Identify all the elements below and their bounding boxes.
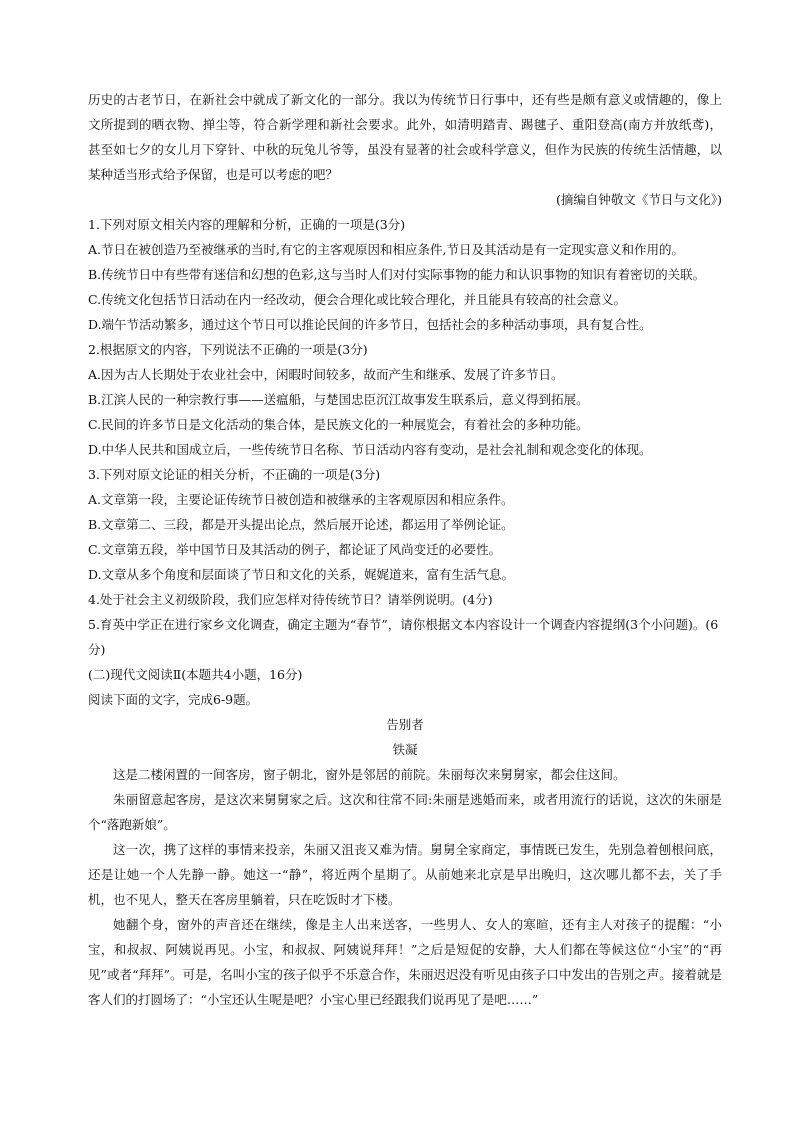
question-5: 5.育英中学正在进行家乡文化调查，确定主题为“春节”，请你根据文本内容设计一个调查内容提纲(3个小问题)。(6分) [88,617,719,657]
question-2-option-b: B.江滨人民的一种宗教行事——送瘟船，与楚国忠臣沉江故事发生联系后，意义得到拓展。 [88,392,589,407]
story-paragraph-3: 这一次，携了这样的事情来投亲，朱丽又沮丧又难为情。舅舅全家商定，事情既已发生，先别急着刨根问底，还是让她一个人先静一静。她这一“静”，将近两个星期了。从前她来北京是早出晚归，这次哪儿都不去，关了手机，也不见人，整天在客房里躺着，只在吃饭时才下楼。 [88,842,722,907]
question-2-option-c: C.民间的许多节日是文化活动的集合体，是民族文化的一种展览会，有着社会的多种功能。 [88,417,589,432]
question-1-option-c: C.传统文化包括节日活动在内一经改动，便会合理化或比较合理化，并且能具有较高的社会意义。 [88,292,627,307]
story-paragraph-2: 朱丽留意起客房，是这次来舅舅家之后。这次和往常不同:朱丽是逃婚而来，或者用流行的话说，这次的朱丽是个“落跑新娘”。 [88,792,722,832]
exam-page [88,87,722,1012]
question-1-option-a: A.节日在被创造乃至被继承的当时,有它的主客观原因和相应条件,节日及其活动是有一定现实意义和作用的。 [88,242,684,257]
question-3-option-c: C.文章第五段，举中国节日及其活动的例子，都论证了风尚变迁的必要性。 [88,542,502,557]
question-3-option-d: D.文章从多个角度和层面谈了节日和文化的关系，娓娓道来，富有生活气息。 [88,567,515,582]
story-author: 铁凝 [392,742,418,757]
question-2-option-d: D.中华人民共和国成立后，一些传统节日名称、节日活动内容有变动，是社会礼制和观念变化的体现。 [88,442,652,457]
story-title: 告别者 [386,717,424,732]
question-2: 2.根据原文的内容，下列说法不正确的一项是(3分) [88,342,368,357]
story-paragraph-4: 她翻个身，窗外的声音还在继续，像是主人出来送客，一些男人、女人的寒暄，还有主人对孩子的提醒：“小宝，和叔叔、阿姨说再见。小宝，和叔叔、阿姨说拜拜！”之后是短促的安静，大人们都在等候这位“小宝”的“再见”或者“拜拜”。可是，名叫小宝的孩子似乎不乐意合作，朱丽迟迟没有听见由孩子口中发出的告别之声。接着就是客人们的打圆场了：“小宝还认生呢是吧？小宝心里已经跟我们说再见了是吧……” [88,917,722,1007]
question-1: 1.下列对原文相关内容的理解和分析，正确的一项是(3分) [88,217,406,232]
story-paragraph-1: 这是二楼闲置的一间客房，窗子朝北，窗外是邻居的前院。朱丽每次来舅舅家，都会住这间。 [113,767,626,782]
question-1-option-d: D.端午节活动繁多，通过这个节日可以推论民间的许多节日，包括社会的多种活动事项，具有复合性。 [88,317,652,332]
question-2-option-a: A.因为古人长期处于农业社会中，闲暇时间较多，故而产生和继承、发展了许多节日。 [88,367,564,382]
question-1-option-b: B.传统节日中有些带有迷信和幻想的色彩,这与当时人们对付实际事物的能力和认识事物的知识有着密切的关联。 [88,267,706,282]
question-3-option-b: B.文章第二、三段，都是开头提出论点，然后展开论述，都运用了举例论证。 [88,517,514,532]
question-3-option-a: A.文章第一段，主要论证传统节日被创造和被继承的主客观原因和相应条件。 [88,492,514,507]
section-heading: (二)现代文阅读Ⅱ(本题共4小题，16分) [88,667,303,682]
passage1-source: (摘编自钟敬文《节日与文化》) [555,192,722,207]
section-instruction: 阅读下面的文字，完成6-9题。 [88,692,259,707]
passage1-continuation: 历史的古老节日，在新社会中就成了新文化的一部分。我以为传统节日行事中，还有些是颇有意义或情趣的，像上文所提到的晒衣物、掸尘等，符合新学理和新社会要求。此外，如清明踏青、踢毽子、重阳登高(南方并放纸鸢)，甚至如七夕的女儿月下穿针、中秋的玩兔儿爷等，虽没有显著的社会或科学意义，但作为民族的传统生活情趣，以某种适当形式给予保留，也是可以考虑的吧？ [88,92,722,182]
question-3: 3.下列对原文论证的相关分析，不正确的一项是(3分) [88,467,381,482]
question-4: 4.处于社会主义初级阶段，我们应怎样对待传统节日？请举例说明。(4分) [88,592,493,607]
